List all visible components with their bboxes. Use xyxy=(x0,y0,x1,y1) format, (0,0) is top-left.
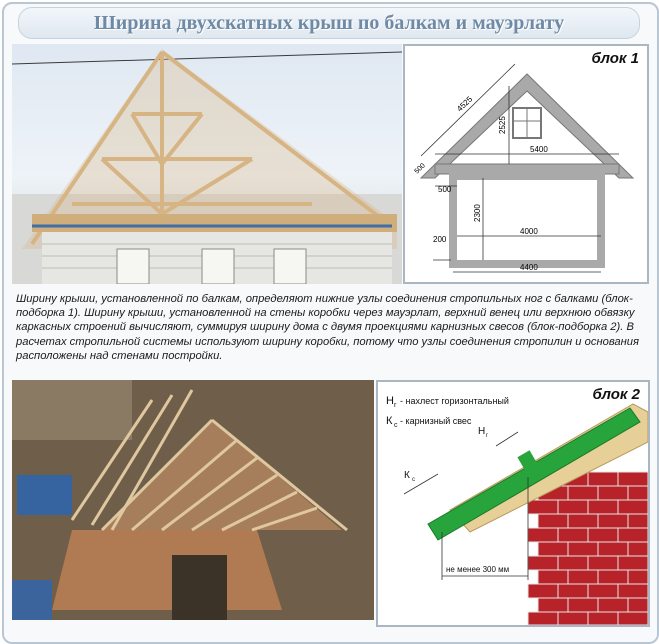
dim-inner-width: 4000 xyxy=(520,227,538,236)
legend-h-symbol: Н xyxy=(386,395,394,407)
description-paragraph: Ширину крыши, установленной по балкам, определяют нижние узлы соединения стропильных ног с балками (блок-подборка 1). Ширину крыши, установленной на стены коробки через мауэрлат, верхний венец или верхнюю обвязку каркасных строений вычисляют, суммируя ширину дома с двумя проекциями карнизных свесов (блок-подборка 2). В расчетах стропильной системы используют ширину коробки, потому что узлы соединения стропилин и основания расположены над стенами постройки. xyxy=(16,293,640,362)
photo-roof-on-beams xyxy=(12,44,402,284)
block-1-drawing xyxy=(405,46,647,282)
label-k: К xyxy=(404,470,410,481)
photo-roof-on-mauerlat xyxy=(12,380,374,620)
block-2-label: блок 2 xyxy=(592,386,640,403)
label-h-sub: г xyxy=(486,433,489,439)
legend-k-symbol: К xyxy=(386,415,393,427)
dim-wall-height: 2300 xyxy=(473,204,482,222)
dim-rafter: 4525 xyxy=(455,94,475,114)
photo-roof-on-mauerlat-illustration xyxy=(12,380,374,620)
photo-roof-on-beams-illustration xyxy=(12,44,402,284)
min-overhang-label: не менее 300 мм xyxy=(446,565,510,574)
legend-k-sub: с xyxy=(394,422,398,429)
block-1-label: блок 1 xyxy=(591,50,639,67)
dim-overhang: 500 xyxy=(413,162,427,176)
diagram-block-1 xyxy=(403,44,649,284)
block-2-drawing xyxy=(378,382,648,625)
label-h: Н xyxy=(478,426,486,437)
dim-wall-offset: 500 xyxy=(438,185,452,194)
label-k-sub: с xyxy=(412,477,415,483)
legend-h-sub: г xyxy=(394,402,397,409)
page-title: Ширина двухскатных крыш по балкам и мауэрлату xyxy=(18,7,640,39)
legend-h-text: - нахлест горизонтальный xyxy=(400,396,509,406)
legend-k-text: - карнизный свес xyxy=(400,416,472,426)
dim-beam: 5400 xyxy=(530,145,548,154)
dim-base-offset: 200 xyxy=(433,235,447,244)
diagram-block-2 xyxy=(376,380,650,627)
dim-outer-width: 4400 xyxy=(520,263,538,272)
dim-height: 2525 xyxy=(498,116,507,134)
